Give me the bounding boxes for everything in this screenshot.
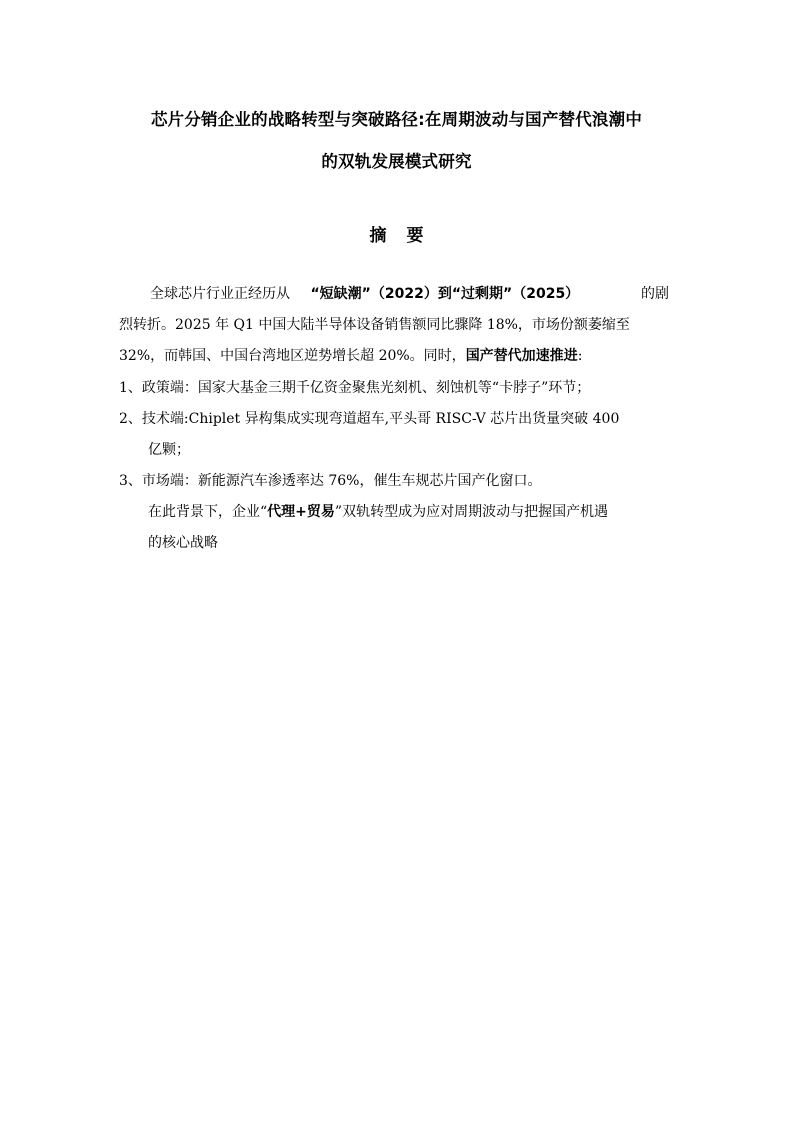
abstract-heading: 摘要	[369, 226, 444, 246]
list-item-1: 1、政策端：国家大基金三期千亿资金聚焦光刻机、刻蚀机等“卡脖子”环节；	[119, 380, 591, 396]
paragraph-1-line-3	[119, 346, 582, 366]
paragraph-2-line-2: 的核心战略	[148, 535, 218, 551]
document-title-line-1: 芯片分销企业的战略转型与突破路径:在周期波动与国产替代浪潮中	[150, 110, 643, 129]
paragraph-1-bold-phrase: “短缺潮”（2022）到“过剩期”（2025）	[310, 286, 580, 302]
paragraph-2-line-1	[148, 502, 608, 522]
paragraph-2-bold: 代理+贸易	[267, 504, 335, 520]
paragraph-2-lead: 在此背景下，企业“	[148, 504, 268, 520]
paragraph-1-line-1	[150, 284, 579, 304]
list-item-2: 2、技术端:Chiplet 异构集成实现弯道超车,平头哥 RISC-V 芯片出货量突破 400	[119, 411, 620, 427]
document-title-line-2: 的双轨发展模式研究	[321, 152, 472, 171]
list-item-2-continuation: 亿颗；	[148, 442, 190, 458]
paragraph-1-lead: 全球芯片行业正经历从	[150, 286, 290, 302]
paragraph-1-line-3-bold: 国产替代加速推进	[465, 348, 578, 364]
paragraph-1-line-3-end: :	[577, 348, 583, 364]
list-item-3: 3、市场端：新能源汽车渗透率达 76%，催生车规芯片国产化窗口。	[119, 473, 542, 489]
paragraph-2-tail: ”双轨转型成为应对周期波动与把握国产机遇	[334, 504, 609, 520]
paragraph-1-line-3-text: 32%，而韩国、中国台湾地区逆势增长超 20%。同时，	[119, 348, 466, 364]
paragraph-1-line-2: 烈转折。2025 年 Q1 中国大陆半导体设备销售额同比骤降 18%，市场份额萎缩至	[119, 317, 630, 333]
paragraph-1-tail: 的剧	[641, 286, 669, 302]
